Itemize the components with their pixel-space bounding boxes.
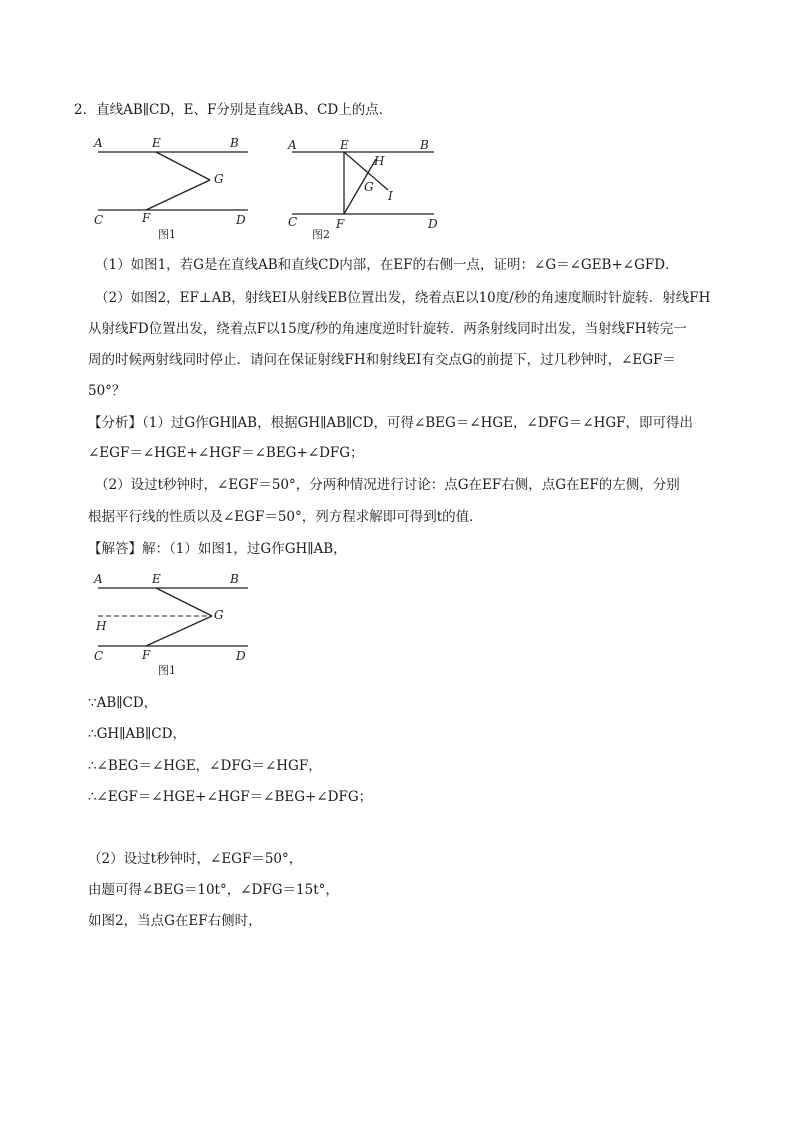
fig1-label-c: C xyxy=(94,213,104,227)
fig2-label-b: B xyxy=(420,138,429,152)
analysis-line-1: 【分析】（1）过G作GH∥AB，根据GH∥AB∥CD，可得∠BEG＝∠HGE，∠DFG＝∠HGF，即可得出 xyxy=(88,415,694,431)
fig2-label-g: G xyxy=(364,180,374,194)
solution-step-4: ∴∠EGF＝∠HGE+∠HGF＝∠BEG+∠DFG； xyxy=(88,789,373,805)
fig3-label-a: A xyxy=(94,572,103,586)
figure-1-with-gh xyxy=(90,570,260,680)
fig2-label-a: A xyxy=(288,138,297,152)
solution-head: 【解答】解：（1）如图1，过G作GH∥AB， xyxy=(88,541,347,557)
fig3-label-f: F xyxy=(142,648,151,662)
fig3-caption: 图1 xyxy=(158,664,176,677)
fig1-label-a: A xyxy=(94,136,103,150)
fig2-label-d: D xyxy=(428,217,438,231)
fig2-label-i: I xyxy=(388,189,393,203)
figure-2 xyxy=(284,134,454,244)
fig2-label-h: H xyxy=(374,154,385,168)
fig2-label-f: F xyxy=(336,217,345,231)
part1-text: （1）如图1，若G是在直线AB和直线CD内部，在EF的右侧一点，证明：∠G＝∠GEB+∠GFD． xyxy=(95,257,679,273)
fig2-caption: 图2 xyxy=(312,228,330,241)
part2-line-4: 50°？ xyxy=(88,383,126,399)
fig3-label-h: H xyxy=(96,619,107,633)
fig1-label-d: D xyxy=(236,213,246,227)
fig3-label-c: C xyxy=(94,649,104,663)
fig1-label-f: F xyxy=(142,211,151,225)
part2-line-3: 周的时候两射线同时停止．请问在保证射线FH和射线EI有交点G的前提下，过几秒钟时，∠EGF＝ xyxy=(88,352,676,368)
fig3-label-d: D xyxy=(236,649,246,663)
fig1-label-e: E xyxy=(152,136,161,150)
fig2-label-e: E xyxy=(340,138,349,152)
analysis-line-3: （2）设过t秒钟时，∠EGF＝50°，分两种情况进行讨论：点G在EF右侧，点G在EF的左侧，分别 xyxy=(95,477,680,493)
fig3-label-e: E xyxy=(152,572,161,586)
solution-part2-b: 由题可得∠BEG＝10t°，∠DFG＝15t°， xyxy=(88,882,339,898)
solution-part2-a: （2）设过t秒钟时，∠EGF＝50°， xyxy=(88,851,303,867)
part2-line-1: （2）如图2，EF⊥AB，射线EI从射线EB位置出发，绕着点E以10度/秒的角速度顺时针旋转．射线FH xyxy=(95,290,711,306)
solution-step-2: ∴GH∥AB∥CD， xyxy=(88,726,186,742)
fig1-label-g: G xyxy=(214,172,224,186)
problem-intro: 2．直线AB∥CD，E、F分别是直线AB、CD上的点． xyxy=(74,102,393,118)
part2-line-2: 从射线FD位置出发，绕着点F以15度/秒的角速度逆时针旋转．两条射线同时出发，当射线FH转完一 xyxy=(88,321,687,337)
analysis-line-2: ∠EGF＝∠HGE+∠HGF＝∠BEG+∠DFG； xyxy=(88,445,364,461)
solution-step-3: ∴∠BEG＝∠HGE，∠DFG＝∠HGF， xyxy=(88,758,322,774)
figure-1 xyxy=(90,134,260,244)
analysis-line-4: 根据平行线的性质以及∠EGF＝50°，列方程求解即可得到t的值． xyxy=(88,509,483,525)
solution-step-1: ∵AB∥CD， xyxy=(88,695,158,711)
fig3-label-g: G xyxy=(214,608,224,622)
solution-part2-c: 如图2，当点G在EF右侧时， xyxy=(88,913,262,929)
fig1-caption: 图1 xyxy=(158,228,176,241)
fig1-label-b: B xyxy=(230,136,239,150)
fig3-label-b: B xyxy=(230,572,239,586)
fig2-label-c: C xyxy=(288,215,298,229)
